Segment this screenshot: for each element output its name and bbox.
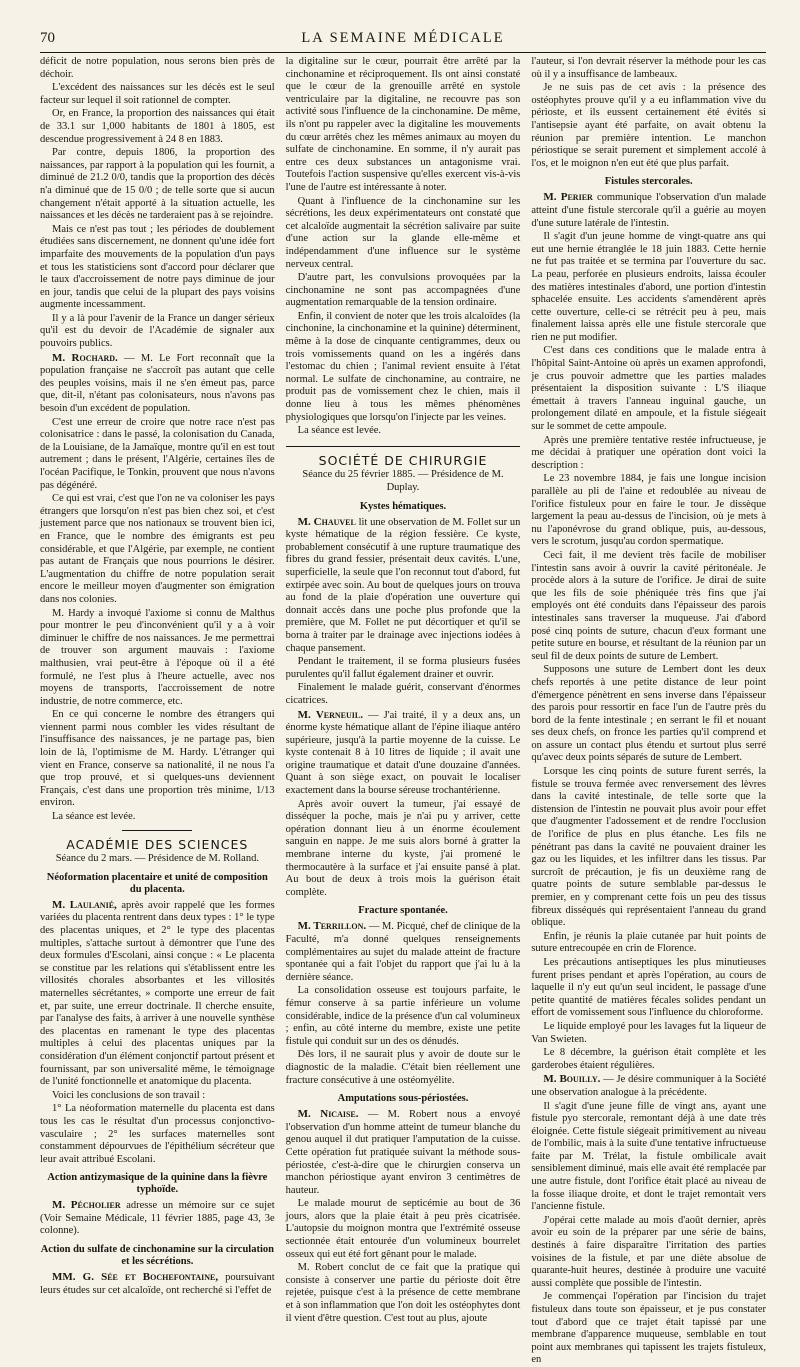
paragraph: J'opérai cette malade au mois d'août dernier, après avoir eu soin de la préparer par une série de bains, destinés à faire disparaître l'irritation des parties voisines de la fistule, et par une diète absolue de quarante-huit heures, destinée à produire une vacuité aussi complète que possible de l'intestin.: [531, 1214, 767, 1289]
paragraph: Lorsque les cinq points de suture furent serrés, la fistule se trouva fermée avec renversement des lèvres dans la cavité intestinale, de telle sorte que la distension de l'intestin ne pouvait plus avoir pour effet que d'augmenter l'adossement et de rendre l'occlusion de l'orifice de plus en plus étanche. Les fils ne pénétrant pas dans la cavité ne pouvaient drainer les gaz ou les liquides, et les infiltrer dans les tissus. Par surcroît de précaution, je fis un deuxième rang de quatre points de suture semblable par-dessus le premier, en y comprenant cette fois un peu des tissus fibreux disséqués qui représentaient l'anneau du grand oblique.: [531, 766, 767, 929]
speaker-name: M. Chauvel: [297, 515, 356, 528]
paragraph: [40, 1199, 275, 1238]
paragraph-text: — M. Le Fort reconnaît que la population française ne s'accroît pas autant que celle des peuples voisins, mais il ne s'en émeut pas, parce que, dit-il, n'étant pas colonisateurs, nous n'avons pas besoin d'un excédent de population.: [40, 352, 275, 415]
header-rule: [40, 52, 766, 53]
paragraph: Le 23 novembre 1884, je fais une longue incision parallèle au pli de l'aine et redoublée au niveau de l'orifice fistuleux pour en faire le tour. Je dissèque largement la peau au-dessus de l'incision, où je mets à nu l'aponévrose du grand oblique, puis, au-dessous, vers le scrotum, jusqu'au cordon spermatique.: [531, 473, 767, 548]
paragraph: Supposons une suture de Lembert dont les deux chefs reportés à une petite distance de leur point d'émergence pénètrent en sens inverse dans l'épaisseur des parois pour ressortir en face l'un de l'autre près du bord de la fente intestinale ; en serrant le fil et nouant ses deux chefs, on fronce les parties qu'il comprend et on assure un contact plus étendu et surtout plus serré qu'avec deux points séparés de suture de Lembert.: [531, 664, 767, 764]
paragraph: 1° La néoformation maternelle du placenta est dans tous les cas le résultat d'un processus conjonctivo-vasculaire ; 2° les surfaces maternelles sont constamment dépourvues de l'épithélium sécréteur que leur avait attribué Escolani.: [40, 1103, 275, 1165]
paragraph: [40, 1271, 275, 1297]
paragraph: [40, 352, 275, 416]
subheading: Amputations sous-périostées.: [337, 1093, 469, 1105]
speaker-name: M. Perier: [543, 191, 593, 204]
journal-title: LA SEMAINE MÉDICALE: [301, 30, 505, 46]
paragraph: Pendant le traitement, il se forma plusieurs fusées purulentes qu'il fallut également drainer et ouvrir.: [285, 656, 521, 680]
session-line: Séance du 25 février 1885. — Présidence de M. Duplay.: [302, 469, 504, 493]
subheading: Kystes hématiques.: [359, 500, 447, 512]
paragraph: Dès lors, il ne saurait plus y avoir de doute sur le diagnostic de la maladie. C'était bien réellement une fracture consécutive à une ostéomyélite.: [285, 1049, 521, 1086]
paragraph: M. Robert conclut de ce fait que la pratique qui consiste à conserver une partie du périoste doit être rejetée, puisque c'est à la présence de cette membrane et à son inflammation que l'on doit les ostéophytes dont il vient d'être question. C'est tout au plus, ajoute: [285, 1262, 521, 1324]
speaker-name: M. Nicaise.: [297, 1108, 359, 1121]
speaker-name: M. Terrillon.: [297, 920, 367, 933]
speaker-name: M. Verneuil.: [297, 708, 363, 721]
paragraph: Quant à l'influence de la cinchonamine sur les sécrétions, les deux expérimentateurs ont constaté que cet alcaloïde augmentait la sécrétion salivaire par suite d'une action sur la glande elle-même et indépendamment d'une influence sur le système nerveux central.: [285, 195, 521, 270]
subheading: Action antizymasique de la quinine dans la fièvre typhoïde.: [47, 1172, 268, 1196]
paragraph: [40, 899, 275, 1089]
subheading: Action du sulfate de cinchonamine sur la circulation et les sécrétions.: [40, 1244, 274, 1268]
paragraph: Voici les conclusions de son travail :: [52, 1089, 206, 1101]
section-heading: SOCIÉTÉ DE CHIRURGIE: [318, 452, 488, 468]
paragraph-text: — Je désire communiquer à la Société une observation analogue à la précédente.: [531, 1074, 767, 1098]
paragraph: la digitaline sur le cœur, pourrait être arrêté par la cinchonamine et réciproquement. Ils ont ainsi constaté que le cœur de la grenouille arrêté en systole ventriculaire par la digitaline, ne recouvre pas son activité sous l'influence de la cinchonamine. De même, ils n'ont pu rappeler avec la digitaline les mouvements du cœur arrêtés chez les mêmes animaux au moyen du sulfate de cinchonamine. En somme, il n'y aurait pas entre ces deux substances un antagonisme vrai. Toutefois l'action suspensive qu'elles exercent vis-à-vis l'une de l'autre est intéressante à noter.: [285, 56, 521, 193]
paragraph: En ce qui concerne le nombre des étrangers qui viennent parmi nous combler les vides résultant de l'insuffisance des naissances, je ne partage pas, bien loin de là, l'optimisme de M. Hardy. L'étranger qui vient en France, conserve sa nationalité, il ne nous l'a que trop prouvé, et si quelques-uns deviennent Français, c'est dans une proportion très minime, 1/13 environ.: [40, 709, 275, 809]
paragraph: [286, 516, 521, 656]
paragraph: Il y a là pour l'avenir de la France un danger sérieux qu'il est du devoir de l'Académie de signaler aux pouvoirs publics.: [40, 312, 275, 350]
paragraph-text: communique l'observation d'un malade atteint d'une fistule stercorale qu'il a guérie au moyen d'une suture latérale de l'intestin.: [531, 192, 767, 229]
paragraph: Le 8 décembre, la guérison était complète et les garderobes étaient régulières.: [531, 1047, 767, 1071]
column-3: [531, 56, 767, 1366]
subheading: Néoformation placentaire et unité de composition du placenta.: [46, 871, 268, 895]
paragraph: La séance est levée.: [52, 811, 136, 823]
divider: [122, 830, 192, 831]
paragraph-text: adresse un mémoire sur ce sujet (Voir Semaine Médicale, 11 février 1885, page 43, 3e colonne).: [40, 1200, 275, 1237]
divider: [286, 446, 521, 447]
paragraph: L'excédent des naissances sur les décès est le seul facteur sur lequel il soit rationnel de compter.: [40, 82, 275, 106]
paragraph: Enfin, je réunis la plaie cutanée par huit points de suture entrecoupée en crin de Florence.: [531, 930, 767, 955]
paragraph: Après avoir ouvert la tumeur, j'ai essayé de disséquer la poche, mais je n'ai pu y arriver, cette opération donnant lieu à un énorme écoulement sanguin en nappe. Je me suis alors borné à gratter la membrane interne du kyste, j'ai promené le thermocautère à la surface et j'ai ensuite pansé à plat. Au bout de deux à trois mois la guérison était complète.: [285, 798, 521, 898]
paragraph: D'autre part, les convulsions provoquées par la cinchonamine ne sont pas accompagnées d'une augmentation remarquable de la tension ordinaire.: [285, 272, 521, 309]
paragraph: [531, 1073, 766, 1099]
paragraph-text: lit une observation de M. Follet sur un kyste hématique de la région fessière. Ce kyste, probablement consécutif à une rupture traumatique des fibres du grand fessier, présentait deux cavités. L'une, superficielle, la seule que l'on reconnut tout d'abord, fut extirpée avec soin. Au bout de quelques jours on trouva au fond de la plaie d'opération une ouverture qui donnait accès dans une poche plus profonde que la première, que M. Follet ne put décortiquer et qu'il se borna à traiter par le drainage avec injections iodées à chaque pansement.: [285, 516, 521, 654]
paragraph: déficit de notre population, nous serons bien près de déchoir.: [40, 56, 275, 80]
speaker-name: M. Rochard.: [52, 351, 118, 364]
speaker-name: M. Laulanié,: [52, 898, 117, 911]
speaker-name: M. Bouilly.: [543, 1073, 601, 1086]
paragraph: Le malade mourut de septicémie au bout de 36 jours, alors que la plaie était à peu près cicatrisée. L'autopsie du moignon montra que l'extrémité osseuse sectionnée était entourée d'un volumineux bourrelet osseux qui eut été fort gênant pour le malade.: [285, 1198, 521, 1260]
paragraph: l'auteur, si l'on devrait réserver la méthode pour les cas où il y a insuffisance de lambeaux.: [531, 56, 767, 80]
paragraph: [286, 920, 521, 984]
paragraph: La consolidation osseuse est toujours parfaite, le fémur conserve à sa partie inférieure un volume considérable, indice de la présence d'un cal volumineux ; enfin, au côté interne du membre, existe une petite fistule qui conduit sur un des os dénudés.: [285, 985, 521, 1047]
paragraph-text: — M. Picqué, chef de clinique de la Faculté, m'a donné quelques renseignements complémentaires au sujet du malade atteint de fracture spontanée qui a fait l'objet du rapport que j'ai lu à la dernière séance.: [285, 921, 521, 983]
paragraph: Je ne suis pas de cet avis : la présence des ostéophytes prouve qu'il y a eu inflammation vive du périoste, et ils eussent certainement été évités si l'antisepsie ayant été parfaite, on avait obtenu la réunion par première intention. Le manchon périostique se serait purement et simplement accolé à l'os, et le moignon n'en eut été que plus parfait.: [531, 82, 767, 169]
subheading: Fistules stercorales.: [604, 176, 693, 188]
paragraph-text: — J'ai traité, il y a deux ans, un énorme kyste hématique allant de l'épine iliaque antéro supérieure, jusqu'à la partie moyenne de la cuisse. Le kyste contenait 8 à 10 litres de liquide ; il avait une origine traumatique et datait d'une douzaine d'années. Quant à son siège exact, on pouvait le localiser exactement dans la bourse séreuse trochantérienne.: [285, 709, 521, 797]
paragraph-text: après avoir rappelé que les formes variées du placenta rentrent dans deux types : 1° le type des placentas uniques, et 2° le type des placentas multiples, s'attache surtout à démontrer que l'une des deux formules d'Escolani, ainsi conçue : « Le placenta se constitue par les relations qui s'établissent entre les villosités chorales absorbantes et les villosités maternelles sécrétantes, » comporte une erreur de fait et, par suite, une erreur doctrinale. Il cherche ensuite, par l'analyse des faits, à arriver à une nouvelle synthèse des placentas en ramenant le type des placentas multiples à celui des placentas uniques par la considération d'un élément conjonctif partout présent et fournissant, par son universalité même, le témoignage de l'unité fonctionnelle et anatomique du placenta.: [40, 899, 275, 1088]
paragraph: Or, en France, la proportion des naissances qui était de 33.1 sur 1,000 habitants de 1801 à 1805, est descendue progressivement à 24 8 en 1883.: [40, 108, 275, 145]
paragraph: La séance est levée.: [297, 425, 382, 437]
column-1: [40, 56, 275, 1296]
paragraph: Mais ce n'est pas tout ; les périodes de doublement étudiées sans discernement, ne donnent qu'une idée fort imparfaite des mouvements de la population d'un pays et tous les statisticiens sont d'accord pour déclarer que le taux d'accroissement de notre pays diminue de jour en jour, tandis que celui de la plupart des pays voisins augmente incessamment.: [40, 223, 275, 311]
paragraph: Le liquide employé pour les lavages fut la liqueur de Van Swieten.: [531, 1020, 767, 1045]
page-header: [40, 30, 766, 50]
paragraph: Enfin, il convient de noter que les trois alcaloïdes (la cinchonine, la cinchonamine et la quinine) déterminent, même à la dose de cinquante centigrammes, deux ou trois vomissements quand on les a ingérés dans l'estomac du chien ; l'animal revient ensuite à l'état normal. Le sulfate de cinchonamine, au contraire, ne produit pas de vomissement chez le chien, mais il donne lieu à tous les mêmes phénomènes physiologiques que lorsqu'on l'injecte par les veines.: [285, 310, 521, 423]
subheading: Fracture spontanée.: [358, 905, 448, 917]
paragraph: Finalement le malade guérit, conservant d'énormes cicatrices.: [285, 682, 521, 706]
paragraph: C'est dans ces conditions que le malade entra à l'hôpital Saint-Antoine où après un examen approfondi, je crus pouvoir admettre que les parties malades présentaient la disposition suivante : L'S iliaque émettait à travers l'anneau inguinal gauche, un prolongement dilaté en ampoule, et la fistule siégeait sur le sommet de cette ampoule.: [531, 345, 767, 433]
paragraph: [286, 709, 521, 798]
speaker-name: MM. G. Sée et Bochefontaine,: [52, 1271, 219, 1284]
paragraph: Ce qui est vrai, c'est que l'on ne va coloniser les pays étrangers que lorsqu'on n'est pas bien chez soi, et c'est justement parce que nos nationaux se trouvent bien ici, en France, que le nombre des émigrants est peu considérable, et que l'Algérie, par exemple, ne contient pas autant de Français que nous pourrions le désirer. L'augmentation du chiffre de notre population serait encore le meilleur moyen d'augmenter son émigration dans nos colonies.: [40, 493, 275, 605]
paragraph: C'est une erreur de croire que notre race n'est pas colonisatrice : dans le passé, la colonisation du Canada, de la Louisiane, de la Jamaïque, montre qu'il en est tout autrement ; dans le présent, l'Algérie, certaines îles de l'océan Pacifique, le Tonkin, prouvent que nous n'avons pas dégénéré.: [40, 416, 275, 491]
paragraph: Par contre, depuis 1806, la proportion des naissances, par rapport à la population qui les fournit, a diminué de 21.2 0/0, tandis que la proportion des décès n'a diminué que de 15 0/0 ; de telle sorte que si aucun changement n'était apporté à la situation actuelle, les naissances et les décès ne tarderaient pas à se rejoindre.: [40, 147, 275, 222]
paragraph: Il s'agit d'une jeune fille de vingt ans, ayant une fistule pyo stercorale, remontant déjà à une date très éloignée. Cette fistule siégeait primitivement au niveau de l'ombilic, mais à la suite d'une tentative infructueuse faite par M. Trélat, la fistule ombilicale avait sensiblement diminué, mais elle avait été remplacée par une autre fistule, dont l'orifice était placé au niveau de la fosse iliaque droite, et dont le trajet remontait vers l'ancienne fistule.: [531, 1100, 767, 1213]
section-heading: ACADÉMIE DES SCIENCES: [66, 836, 249, 852]
paragraph-text: — M. Robert nous a envoyé l'observation d'un homme atteint de tumeur blanche du genou auquel il dut pratiquer l'amputation de la cuisse. Cette opération fut pratiquée suivant la méthode sous-périostée, c'est-à-dire que le chirurgien conserva un manchon périostique ayant environ 3 centimètres de hauteur.: [285, 1109, 521, 1196]
column-2: [285, 56, 521, 1324]
paragraph: Il s'agit d'un jeune homme de vingt-quatre ans qui eut une hernie étranglée le 18 juin 1883. Cette hernie ne fut pas traitée et se termina par l'ouverture du sac. La peau, perforée en plusieurs endroits, laissa écouler des matières intestinales d'abord, une portion d'intestin sphacelée ensuite. Les accidents s'amendèrent après cette ouverture, celle-ci se rétrécit peu à peu, mais finalement laissa après elle une fistule stercorale que rien ne put modifier.: [531, 231, 767, 343]
speaker-name: M. Pécholier: [52, 1199, 121, 1212]
paragraph: M. Hardy a invoqué l'axiome si connu de Malthus pour montrer le peu d'inconvénient qu'il y a à voir diminuer le chiffre de nos naissances. Je me permettrai de trouver son argument mauvais : l'axiome malthusien, vrai peut-être à l'époque où il a été formulé, ne l'est plus à l'heure actuelle, avec nos moyens de transports, l'accroissement de notre industrie, de notre commerce, etc.: [40, 607, 275, 707]
page-number: 70: [40, 30, 55, 46]
paragraph-text: poursuivant leurs études sur cet alcaloïde, ont recherché si l'effet de: [40, 1272, 275, 1296]
paragraph: Les précautions antiseptiques les plus minutieuses furent prises pendant et après l'opération, au cours de laquelle il n'y eut qu'un seul incident, le passage d'une petite quantité de matières fécales solides pendant un effort de vomissement sous l'influence du chloroforme.: [531, 956, 767, 1019]
session-line: Séance du 2 mars. — Présidence de M. Rolland.: [55, 853, 259, 865]
paragraph: [286, 1108, 521, 1197]
paragraph: [531, 191, 766, 230]
paragraph: Ceci fait, il me devient très facile de mobiliser l'intestin sans avoir à ouvrir la cavité péritonéale. Je procède alors à la suture de l'orifice. Je dirai de suite que les fils de soie phéniquée très fins que j'ai employés ont été conduits dans l'épaisseur des parois intestinales sans traverser la muqueuse. J'ai d'abord posé cinq points de suture, chacun d'eux formant une petite suture en bourse, et résultant de la réunion par un seul fil de deux points de suture de Lembert.: [531, 549, 767, 662]
paragraph: Après une première tentative restée infructueuse, je me décidai à pratiquer une opération dont voici la description :: [531, 434, 767, 471]
paragraph: Je commençai l'opération par l'incision du trajet fistuleux dans toute son épaisseur, et je pus constater tout d'abord que ce trajet était tapissé par une membrane d'apparence muqueuse, semblable en tout point aux membranes qui tapissent les trajets fistuleux, en: [531, 1291, 767, 1366]
text-columns: [40, 56, 767, 1366]
